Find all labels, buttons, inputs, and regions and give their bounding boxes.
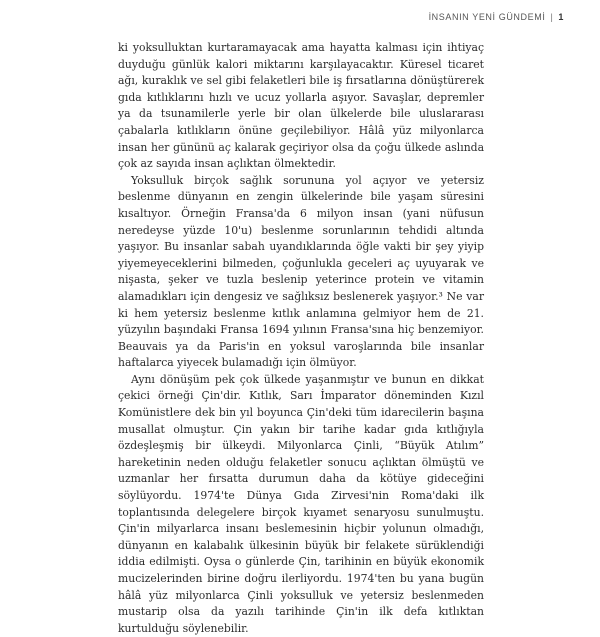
- paragraph-2: Yoksulluk birçok sağlık sorununa yol açıyor ve yetersiz beslenme dünyanın en zengin ülkelerinde bile yaşam süresini kısaltıyor. Örneğin Fransa'da 6 milyon insan (yani nüfusun neredeyse yüzde 10'u) beslenme sorunlarının tehdidi altında yaşıyor. Bu insanlar sabah uyandıklarında öğle vakti bir şey yiyip yiyemeyeceklerini bilmeden, çoğunlukla geceleri aç uyuyarak ve nişasta, şeker ve tuzla beslenip yeterince protein ve vitamin alamadıkları için dengesiz ve sağlıksız beslenerek yaşıyor.³ Ne var ki hem yetersiz beslenme kıtlık anlamına gelmiyor hem de 21. yüzyılın başındaki Fransa 1694 yılının Fransa'sına hiç benzemiyor. Beauvais ya da Paris'in en yoksul varoşlarında bile insanlar haftalarca yiyecek bulamadığı için ölmüyor.: [118, 173, 484, 370]
- body-text: [118, 40, 484, 637]
- running-header: [429, 12, 564, 22]
- chapter-title: İNSANIN YENİ GÜNDEMİ: [428, 12, 546, 22]
- page-number: 1: [558, 12, 564, 22]
- paragraph-1: ki yoksulluktan kurtaramayacak ama hayatta kalması için ihtiyaç duyduğu günlük kalori miktarını karşılayacaktır. Küresel ticaret ağı, kuraklık ve sel gibi felaketleri bile iş fırsatlarına dönüştürerek gıda kıtlıklarını hızlı ve ucuz yollarla aşıyor. Savaşlar, depremler ya da tsunamilerle yerle bir olan ülkelerde bile uluslararası çabalarla kıtlıkların önüne geçilebiliyor. Hâlâ yüz milyonlarca insan her gününü aç kalarak geçiriyor olsa da çoğu ülkede aslında çok az sayıda insan açlıktan ölmektedir.: [118, 41, 484, 171]
- header-separator: |: [550, 12, 554, 22]
- paragraph-3: Aynı dönüşüm pek çok ülkede yaşanmıştır ve bunun en dikkat çekici örneği Çin'dir. Kıtlık, Sarı İmparator döneminden Kızıl Komünistlere dek bin yıl boyunca Çin'deki tüm idarecilerin başına musallat olmuştur. Çin yakın bir tarihe kadar gıda kıtlığıyla özdeşleşmiş bir ülkeydi. Milyonlarca Çinli, “Büyük Atılım” hareketinin neden olduğu felaketler sonucu açlıktan ölmüştü ve uzmanlar her fırsatta durumun daha da kötüye gideceğini söylüyordu. 1974'te Dünya Gıda Zirvesi'nin Roma'daki ilk toplantısında delegelere birçok kıyamet senaryosu sunulmuştu. Çin'in milyarlarca insanı beslemesinin hiçbir yolunun olmadığı, dünyanın en kalabalık ülkesinin büyük bir felakete sürüklendiği iddia edilmişti. Oysa o günlerde Çin, tarihinin en büyük ekonomik mucizelerinden birine doğru ilerliyordu. 1974'ten bu yana bugün hâlâ yüz milyonlarca Çinli yoksulluk ve yetersiz beslenmeden mustarip olsa da yazılı tarihinde Çin'in ilk defa kıtlıktan kurtulduğu söylenebilir.: [118, 372, 484, 635]
